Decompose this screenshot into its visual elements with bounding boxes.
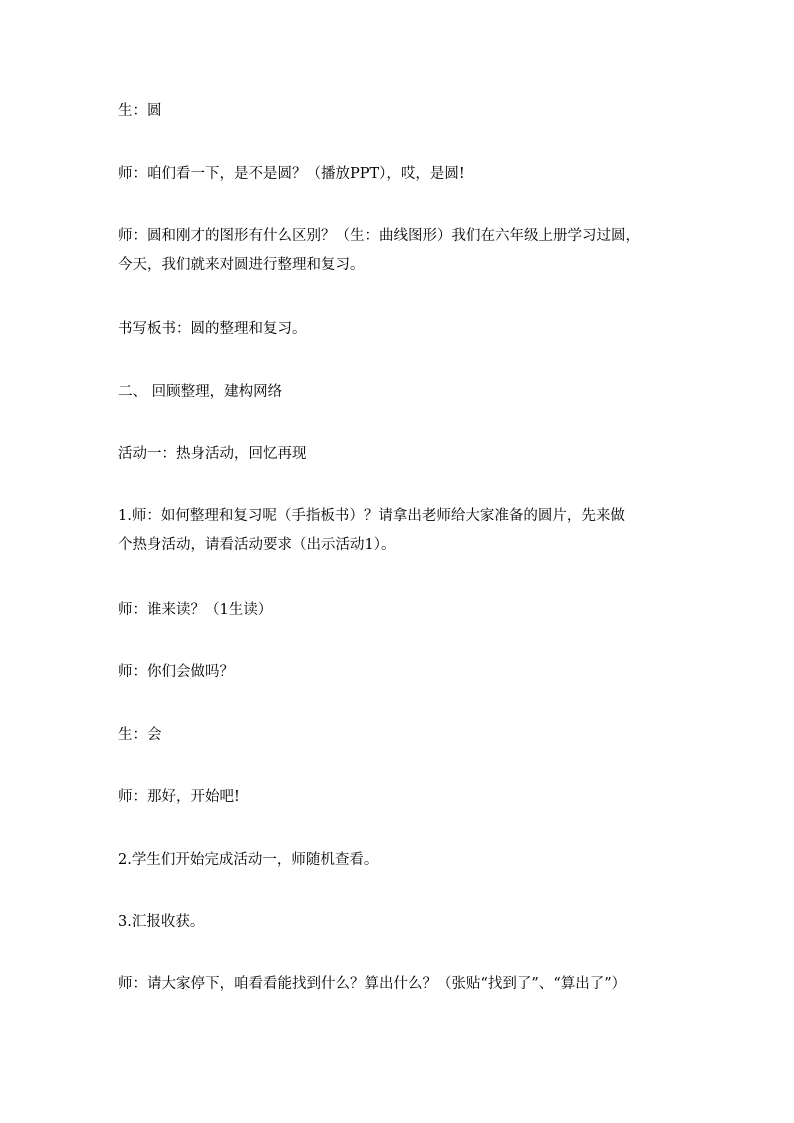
text-line: 师：咱们看一下，是不是圆？（播放PPT），哎，是圆! — [118, 166, 465, 182]
paragraph-teacher-stop — [118, 970, 718, 999]
text-line: 2.学生们开始完成活动一，师随机查看。 — [118, 852, 379, 868]
paragraph-student-yes — [118, 721, 718, 750]
text-line: 书写板书：圆的整理和复习。 — [118, 321, 307, 337]
text-line: 师：圆和刚才的图形有什么区别？（生：曲线图形）我们在六年级上册学习过圆， — [118, 228, 640, 244]
text-line: 1.师：如何整理和复习呢（手指板书）？请拿出老师给大家准备的圆片，先来做 — [118, 508, 625, 524]
text-line: 师：那好，开始吧! — [118, 789, 240, 805]
text-line: 生：圆 — [118, 103, 162, 119]
section-heading-review — [118, 378, 718, 407]
paragraph-step-3 — [118, 908, 718, 937]
text-line: 师：你们会做吗？ — [118, 664, 234, 680]
paragraph-start — [118, 783, 718, 812]
paragraph-board-writing — [118, 315, 718, 344]
paragraph-step-1 — [118, 502, 718, 560]
paragraph-can-you — [118, 658, 718, 687]
text-line: 3.汇报收获。 — [118, 914, 205, 930]
text-line: 生：会 — [118, 727, 162, 743]
paragraph-step-2 — [118, 846, 718, 875]
subheading-activity-one — [118, 440, 718, 469]
paragraph-student-circle — [118, 97, 718, 126]
text-line: 活动一：热身活动，回忆再现 — [118, 446, 307, 462]
paragraph-who-reads — [118, 596, 718, 625]
text-line: 二、 回顾整理，建构网络 — [118, 384, 283, 400]
text-line: 师：请大家停下，咱看看能找到什么？算出什么？（张贴“找到了”、“算出了”） — [118, 976, 627, 992]
paragraph-teacher-look — [118, 160, 718, 189]
text-line: 今天，我们就来对圆进行整理和复习。 — [118, 257, 365, 273]
text-line: 师：谁来读？（1生读） — [118, 602, 273, 618]
text-line: 个热身活动，请看活动要求（出示活动1）。 — [118, 537, 396, 553]
paragraph-teacher-difference — [118, 222, 718, 280]
